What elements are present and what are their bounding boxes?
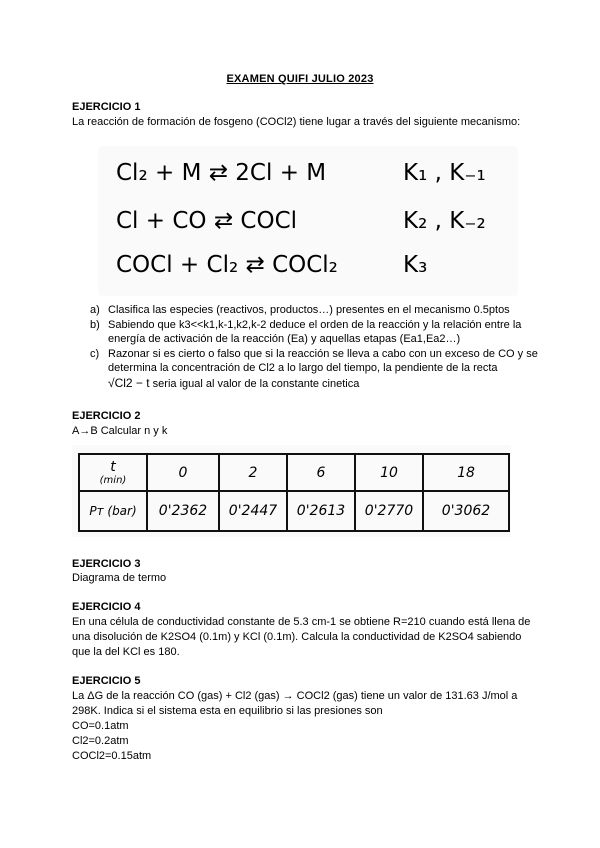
time-unit: (min) <box>99 475 127 486</box>
time-label: t <box>110 459 116 475</box>
mechanism-step-1 <box>98 160 518 196</box>
ex4-text: En una célula de conductividad constante de 5.3 cm-1 se obtiene R=210 cuando está llena de una disolución de K2SO4 (0.1m) y KCl (0.1m). Calcula la conductividad de K2SO4 sabiendo que la del KCl es 180. <box>72 616 531 658</box>
mechanism-constants: K₁ , K₋₁ <box>403 160 486 186</box>
mechanism-equation: Cl + CO ⇄ COCl <box>116 208 298 234</box>
sqrt-formula: √Cl2 − t <box>108 375 150 390</box>
table-cell: 6 <box>287 454 355 491</box>
ex1-heading: EJERCICIO 1 <box>72 101 141 113</box>
table-cell: Pᴛ (bar) <box>79 491 147 531</box>
ex2-text: A→B Calcular n y k <box>72 425 168 437</box>
mechanism-step-2 <box>98 208 518 244</box>
item-marker: a) <box>90 304 100 316</box>
item-text: Clasifica las especies (reactivos, productos…) presentes en el mecanismo 0.5ptos <box>108 304 510 316</box>
table-cell: 2 <box>219 454 287 491</box>
data-table <box>78 453 510 532</box>
ex4-heading: EJERCICIO 4 <box>72 601 141 613</box>
table-cell: 10 <box>355 454 423 491</box>
ex5-heading: EJERCICIO 5 <box>72 675 141 687</box>
table-cell <box>79 454 147 491</box>
item-text-tail: seria igual al valor de la constante cinetica <box>152 377 360 390</box>
list-item <box>72 318 542 347</box>
table-row <box>79 491 509 531</box>
mechanism-equation: Cl₂ + M ⇄ 2Cl + M <box>116 160 327 186</box>
mechanism-constants: K₃ <box>403 252 428 278</box>
list-item <box>72 303 542 318</box>
table-cell: 0'2770 <box>355 491 423 531</box>
mechanism-constants: K₂ , K₋₂ <box>403 208 486 234</box>
mechanism-step-3 <box>98 252 518 288</box>
pressure-cocl2: COCl2=0.15atm <box>72 750 152 762</box>
item-marker: c) <box>90 347 100 360</box>
table-row <box>79 454 509 491</box>
item-text: Sabiendo que k3<<k1,k-1,k2,k-2 deduce el orden de la reacción y la relación entre la energía de activación de la reacción (Ea) y aquellas etapas (Ea1,Ea2…) <box>108 318 522 345</box>
table-cell: 0'3062 <box>423 491 509 531</box>
item-marker: b) <box>90 318 100 331</box>
ex5-text: La ΔG de la reacción CO (gas) + Cl2 (gas) → COCl2 (gas) tiene un valor de 131.63 J/mol a 298K. Indica si el sistema esta en equilibrio si las presiones son <box>72 690 518 717</box>
ex3-heading: EJERCICIO 3 <box>72 558 141 570</box>
ex1-question-list <box>72 303 542 391</box>
ex1-intro: La reacción de formación de fosgeno (COCl2) tiene lugar a través del siguiente mecanismo: <box>72 116 521 128</box>
ex2-heading: EJERCICIO 2 <box>72 410 141 422</box>
data-table-image <box>72 445 511 537</box>
item-text: Razonar si es cierto o falso que si la reacción se lleva a cabo con un exceso de CO y se determina la concentración de Cl2 a lo largo del tiempo, la pendiente de la recta <box>108 347 538 374</box>
ex3-text: Diagrama de termo <box>72 572 167 584</box>
table-cell: 0'2613 <box>287 491 355 531</box>
exam-title: EXAMEN QUIFI JULIO 2023 <box>226 73 374 85</box>
table-cell: 0 <box>147 454 219 491</box>
mechanism-image <box>98 146 518 296</box>
mechanism-equation: COCl + Cl₂ ⇄ COCl₂ <box>116 252 338 278</box>
list-item <box>72 347 542 392</box>
table-cell: 0'2447 <box>219 491 287 531</box>
table-cell: 18 <box>423 454 509 491</box>
pressure-cl2: Cl2=0.2atm <box>72 735 129 747</box>
table-cell: 0'2362 <box>147 491 219 531</box>
pressure-co: CO=0.1atm <box>72 720 129 732</box>
